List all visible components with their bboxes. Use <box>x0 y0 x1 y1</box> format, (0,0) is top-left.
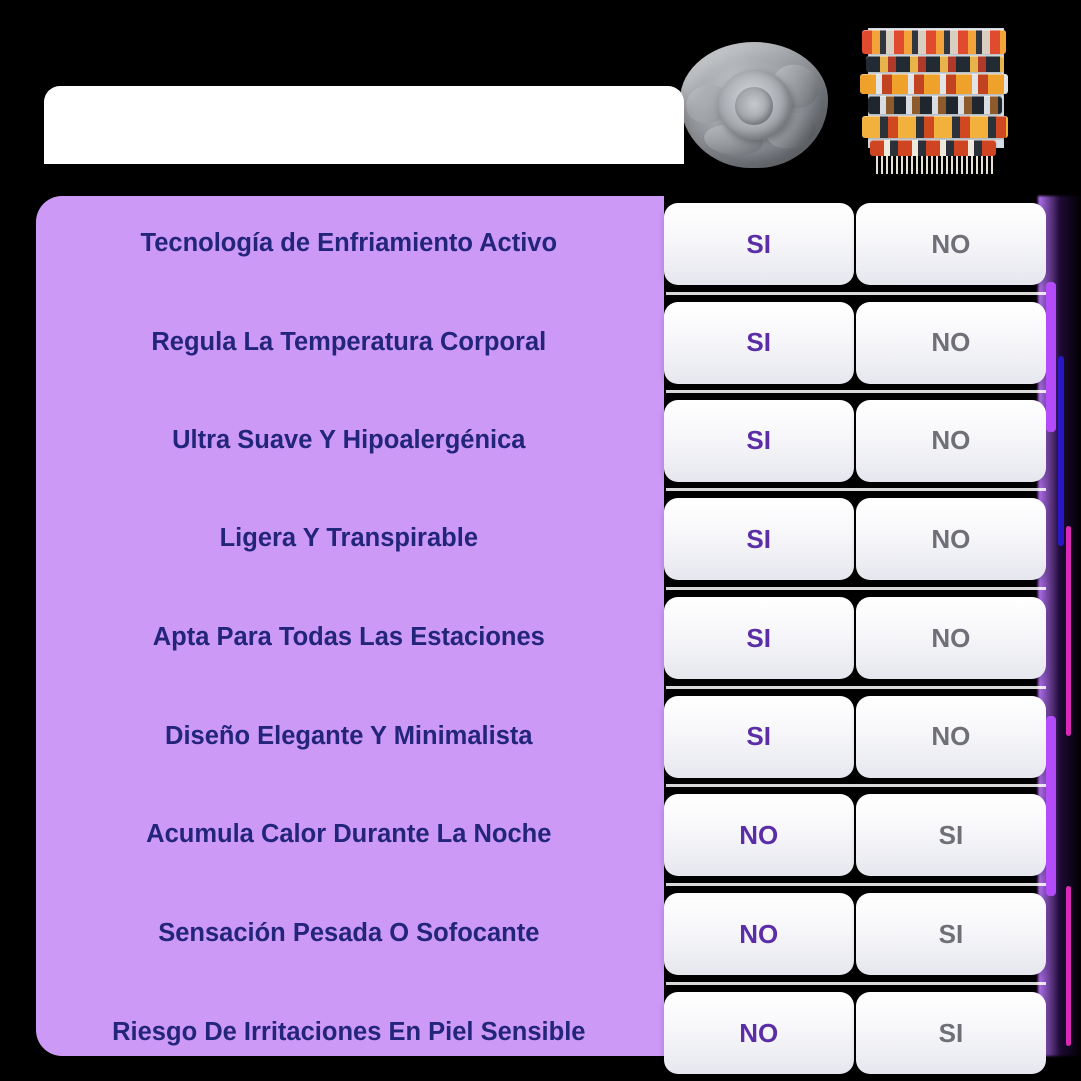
value-product-a: SI <box>664 597 854 679</box>
blanket-stripe-layer <box>870 140 996 156</box>
value-product-a: NO <box>664 794 854 876</box>
feature-label: Riesgo De Irritaciones En Piel Sensible <box>112 1018 586 1047</box>
product-image-row <box>660 20 1060 195</box>
value-product-a: NO <box>664 992 854 1074</box>
value-product-a: SI <box>664 302 854 384</box>
feature-label: Apta Para Todas Las Estaciones <box>152 623 545 652</box>
table-row <box>36 491 1046 587</box>
table-row <box>36 787 1046 883</box>
feature-label: Regula La Temperatura Corporal <box>151 327 547 356</box>
value-product-a: NO <box>664 893 854 975</box>
title-plate <box>44 86 684 164</box>
page-title: Comparación <box>72 104 270 137</box>
blanket-stripe-layer <box>862 116 1008 138</box>
blanket-stripe-layer <box>860 74 1008 94</box>
blanket-stripe-layer <box>868 96 1002 114</box>
value-product-a: SI <box>664 203 854 285</box>
product-image-stacked-striped-blankets <box>850 20 1020 185</box>
value-product-b: NO <box>856 597 1046 679</box>
value-product-b: NO <box>856 203 1046 285</box>
value-product-a: SI <box>664 498 854 580</box>
value-product-b: NO <box>856 400 1046 482</box>
blanket-fringe <box>876 156 994 174</box>
table-row <box>36 985 1046 1081</box>
value-product-b: SI <box>856 794 1046 876</box>
edge-accent-bar <box>1058 356 1064 546</box>
table-rows <box>36 196 1046 1056</box>
edge-accent-bar <box>1066 886 1071 1046</box>
blanket-stripe-layer <box>866 56 1004 72</box>
value-product-b: NO <box>856 696 1046 778</box>
feature-label: Sensación Pesada O Sofocante <box>158 919 540 948</box>
value-product-b: SI <box>856 992 1046 1074</box>
value-product-a: SI <box>664 400 854 482</box>
comparison-table <box>36 196 1046 1056</box>
table-row <box>36 393 1046 488</box>
feature-label: Tecnología de Enfriamiento Activo <box>140 229 558 258</box>
value-product-a: SI <box>664 696 854 778</box>
feature-label: Acumula Calor Durante La Noche <box>146 820 552 849</box>
feature-label: Ultra Suave Y Hipoalergénica <box>172 425 526 454</box>
value-product-b: SI <box>856 893 1046 975</box>
edge-accent-bar <box>1046 282 1056 432</box>
stacked-blankets-icon <box>856 26 1016 181</box>
feature-label: Diseño Elegante Y Minimalista <box>165 721 533 750</box>
feature-label: Ligera Y Transpirable <box>219 524 479 553</box>
edge-accent-bar <box>1046 716 1056 896</box>
blanket-stripe-layer <box>862 30 1006 54</box>
rolled-blanket-icon <box>680 42 828 168</box>
table-row <box>36 196 1046 292</box>
table-row <box>36 295 1046 390</box>
value-product-b: NO <box>856 302 1046 384</box>
table-row <box>36 886 1046 982</box>
table-row <box>36 689 1046 784</box>
table-row <box>36 590 1046 686</box>
edge-accent-bar <box>1066 526 1071 736</box>
product-image-rolled-grey-weighted-blanket <box>668 20 838 185</box>
value-product-b: NO <box>856 498 1046 580</box>
